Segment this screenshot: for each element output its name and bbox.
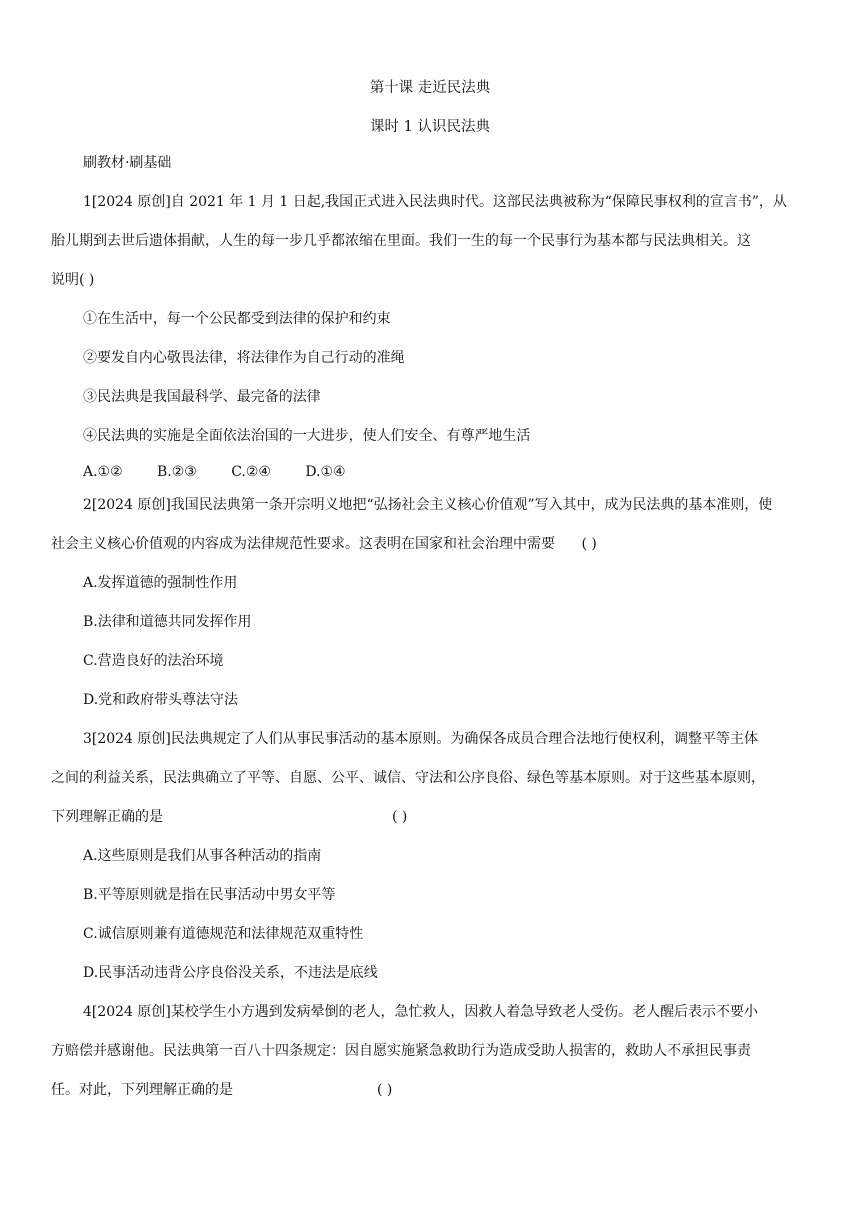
q2-answer-bracket: ( ) [581, 536, 597, 552]
q3-line-3-text: 下列理解正确的是 [51, 809, 163, 825]
q3-choice-a[interactable]: A.这些原则是我们从事各种活动的指南 [83, 848, 322, 864]
q3-line-3 [51, 807, 811, 827]
q1-choice-c[interactable]: C.②④ [231, 464, 271, 480]
q4-line-2: 方赔偿并感谢他。民法典第一百八十四条规定：因自愿实施紧急救助行为造成受助人损害的，救助人不承担民事责 [51, 1043, 751, 1059]
q1-line-1: 1[2024 原创]自 2021 年 1 月 1 日起,我国正式进入民法典时代。这部民法典被称为“保障民事权利的宣言书”，从 [83, 194, 787, 210]
q1-option-3: ③民法典是我国最科学、最完备的法律 [83, 389, 321, 405]
q3-line-2: 之间的利益关系，民法典确立了平等、自愿、公平、诚信、守法和公序良俗、绿色等基本原则。对于这些基本原则， [51, 770, 765, 786]
q4-line-3 [51, 1080, 811, 1100]
lesson-title: 第十课 走近民法典 [369, 80, 491, 96]
q2-choice-b[interactable]: B.法律和道德共同发挥作用 [83, 614, 252, 630]
q2-choice-d[interactable]: D.党和政府带头尊法守法 [83, 692, 238, 708]
q1-option-4: ④民法典的实施是全面依法治国的一大进步，使人们安全、有尊严地生活 [83, 428, 531, 444]
session-title: 课时 1 认识民法典 [370, 119, 490, 135]
q4-answer-bracket: ( ) [377, 1082, 393, 1098]
q1-option-1: ①在生活中，每一个公民都受到法律的保护和约束 [83, 311, 391, 327]
section-label: 刷教材·刷基础 [83, 155, 172, 171]
q4-line-3-text: 任。对此，下列理解正确的是 [51, 1082, 233, 1098]
q1-choice-a[interactable]: A.①② [83, 464, 123, 480]
q2-line-2 [51, 534, 811, 554]
q3-choice-c[interactable]: C.诚信原则兼有道德规范和法律规范双重特性 [83, 926, 364, 942]
q1-choice-b[interactable]: B.②③ [157, 464, 197, 480]
q3-choice-d[interactable]: D.民事活动违背公序良俗没关系，不违法是底线 [83, 965, 378, 981]
q2-choice-c[interactable]: C.营造良好的法治环境 [83, 653, 224, 669]
q2-line-1: 2[2024 原创]我国民法典第一条开宗明义地把“弘扬社会主义核心价值观”写入其中，成为民法典的基本准则，使 [83, 497, 773, 513]
q3-line-1: 3[2024 原创]民法典规定了人们从事民事活动的基本原则。为确保各成员合理合法地行使权利，调整平等主体 [83, 731, 758, 747]
q3-choice-b[interactable]: B.平等原则就是指在民事活动中男女平等 [83, 887, 336, 903]
q1-option-2: ②要发自内心敬畏法律，将法律作为自己行动的准绳 [83, 350, 405, 366]
q2-line-2-text: 社会主义核心价值观的内容成为法律规范性要求。这表明在国家和社会治理中需要 [51, 536, 555, 552]
q1-line-2: 胎儿期到去世后遗体捐献，人生的每一步几乎都浓缩在里面。我们一生的每一个民事行为基本都与民法典相关。这 [51, 233, 751, 249]
q4-line-1: 4[2024 原创]某校学生小方遇到发病晕倒的老人，急忙救人，因救人着急导致老人受伤。老人醒后表示不要小 [83, 1004, 758, 1020]
q1-choices [83, 462, 812, 482]
q2-choice-a[interactable]: A.发挥道德的强制性作用 [83, 575, 238, 591]
q3-answer-bracket: ( ) [392, 809, 408, 825]
q1-choice-d[interactable]: D.①④ [305, 464, 346, 480]
q1-line-3: 说明( ) [51, 272, 95, 288]
